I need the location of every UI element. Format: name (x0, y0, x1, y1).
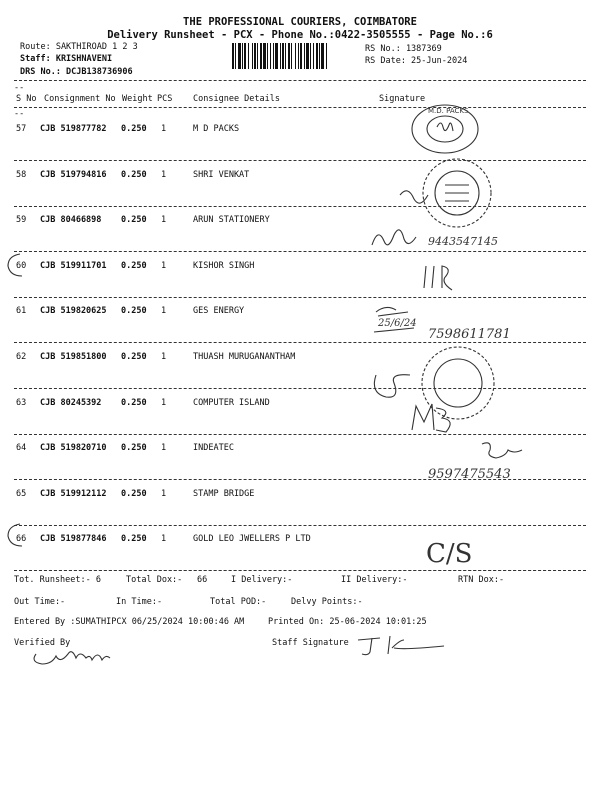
table-row (0, 352, 600, 364)
rs-number: RS No.: 1387369 (365, 44, 442, 54)
svg-text:M.D. PACKS: M.D. PACKS (428, 107, 469, 115)
row-pcs: 1 (161, 215, 167, 226)
ii-delivery: II Delivery:- (341, 575, 408, 585)
barcode (232, 43, 360, 69)
row-pcs: 1 (161, 124, 167, 134)
row-sno: 57 (16, 124, 27, 134)
row-sno: 59 (16, 215, 27, 226)
row-consignment-no: CJB 519877846 (40, 534, 107, 545)
table-row (0, 124, 600, 136)
row-pcs: 1 (161, 352, 167, 362)
row-consignment-no: CJB 80245392 (40, 397, 102, 408)
row-consignee: GES ENERGY (193, 306, 245, 317)
row61-signature (372, 302, 582, 342)
row-weight: 0.250 (121, 534, 147, 545)
row-sno: 60 (16, 260, 27, 271)
row-consignee: M D PACKS (193, 124, 240, 134)
col-sno: S No (16, 94, 37, 104)
row-weight: 0.250 (121, 488, 147, 499)
row-weight: 0.250 (121, 352, 147, 362)
table-row (0, 261, 600, 273)
table-row (0, 534, 600, 546)
row-consignee: THUASH MURUGANANTHAM (193, 352, 296, 362)
row-consignee: SHRI VENKAT (193, 169, 250, 180)
tot-runsheet: Tot. Runsheet:- 6 (14, 575, 101, 585)
row-consignment-no: CJB 519820710 (40, 443, 107, 454)
row-pcs: 1 (161, 306, 167, 317)
row-consignee: STAMP BRIDGE (193, 488, 255, 499)
verified-by-signature (30, 640, 125, 668)
row66-signature (422, 530, 482, 570)
row60-circle-mark (6, 252, 34, 278)
row-consignment-no: CJB 519851800 (40, 352, 107, 362)
staff-signature (356, 634, 446, 658)
row59-signature (368, 225, 588, 253)
row-consignee: ARUN STATIONERY (193, 215, 270, 226)
entered-by: Entered By :SUMATHIPCX 06/25/2024 10:00:46 AM (14, 617, 245, 627)
divider (14, 342, 586, 343)
row-weight: 0.250 (121, 306, 147, 317)
row60-signature (420, 262, 470, 292)
rs-date: RS Date: 25-Jun-2024 (365, 56, 468, 66)
row-sno: 62 (16, 352, 27, 362)
row-consignment-no: CJB 519877782 (40, 124, 107, 134)
row-consignment-no: CJB 80466898 (40, 215, 102, 226)
divider (14, 297, 586, 298)
row-pcs: 1 (161, 397, 167, 408)
md-packs-stamp (410, 103, 480, 155)
company-round-stamp (395, 155, 495, 235)
divider (14, 160, 586, 161)
row-weight: 0.250 (121, 397, 147, 408)
row-consignment-no: CJB 519794816 (40, 169, 107, 180)
rtn-dox: RTN Dox:- (458, 575, 505, 585)
row-consignee: GOLD LEO JWELLERS P LTD (193, 534, 311, 545)
total-pod: Total POD:- (210, 597, 267, 607)
row-sno: 65 (16, 488, 27, 499)
row-consignment-no: CJB 519912112 (40, 488, 107, 499)
company-title: THE PROFESSIONAL COURIERS, COIMBATORE (183, 16, 417, 28)
verified-by-label: Verified By (14, 638, 71, 648)
row-consignee: INDEATEC (193, 443, 234, 454)
divider (14, 80, 586, 81)
row-pcs: 1 (161, 260, 167, 271)
drs-number: DRS No.: DCJB138736906 (20, 67, 133, 77)
row-sno: 63 (16, 397, 27, 408)
col-pcs: PCS (157, 94, 173, 104)
table-row (0, 170, 600, 182)
col-consignee: Consignee Details (193, 94, 280, 104)
row-consignment-no: CJB 519820625 (40, 306, 107, 317)
route-label: Route: SAKTHIROAD 1 2 3 (20, 42, 138, 52)
row-weight: 0.250 (121, 169, 147, 180)
divider (14, 525, 586, 526)
col-weight: Weight (122, 94, 153, 104)
table-row (0, 489, 600, 501)
row-consignee: KISHOR SINGH (193, 260, 255, 271)
header-dash-mark: -- (14, 109, 25, 119)
row-sno: 64 (16, 443, 27, 454)
divider (14, 107, 586, 108)
total-dox-label: Total Dox:- (126, 575, 183, 585)
header-dash-mark: -- (14, 83, 25, 93)
row-weight: 0.250 (121, 260, 147, 271)
row-weight: 0.250 (121, 124, 147, 134)
staff-label: Staff: KRISHNAVENI (20, 54, 113, 64)
total-dox-value: 66 (197, 575, 208, 585)
row-pcs: 1 (161, 169, 167, 180)
row-pcs: 1 (161, 534, 167, 545)
out-time: Out Time:- (14, 597, 66, 607)
table-header (0, 94, 600, 106)
row-sno: 66 (16, 534, 27, 545)
in-time: In Time:- (116, 597, 163, 607)
staff-signature-label: Staff Signature (272, 638, 349, 648)
delvy-points: Delvy Points:- (291, 597, 363, 607)
printed-on: Printed On: 25-06-2024 10:01:25 (268, 617, 427, 627)
row66-circle-mark (6, 522, 34, 548)
row-consignment-no: CJB 519911701 (40, 260, 107, 271)
runsheet-subtitle: Delivery Runsheet - PCX - Phone No.:0422-3505555 - Page No.:6 (107, 29, 493, 41)
row-sno: 58 (16, 169, 27, 180)
svg-text:9443547145: 9443547145 (428, 235, 498, 248)
row-consignee: COMPUTER ISLAND (193, 397, 270, 408)
row-pcs: 1 (161, 443, 167, 454)
svg-text:9597475543: 9597475543 (428, 467, 511, 482)
divider (14, 434, 586, 435)
i-delivery: I Delivery:- (231, 575, 293, 585)
divider (14, 570, 586, 571)
divider (14, 206, 586, 207)
svg-text:25/6/24: 25/6/24 (378, 318, 417, 329)
row-pcs: 1 (161, 488, 167, 499)
svg-text:7598611781: 7598611781 (428, 327, 511, 342)
table-row (0, 398, 600, 410)
row-sno: 61 (16, 306, 27, 317)
svg-text:C/S: C/S (426, 539, 473, 569)
row64-signature (418, 438, 588, 486)
row-weight: 0.250 (121, 215, 147, 226)
row-weight: 0.250 (121, 443, 147, 454)
col-signature: Signature (379, 94, 426, 104)
row63-signature (408, 400, 458, 436)
col-consignment: Consignment No (44, 94, 116, 104)
